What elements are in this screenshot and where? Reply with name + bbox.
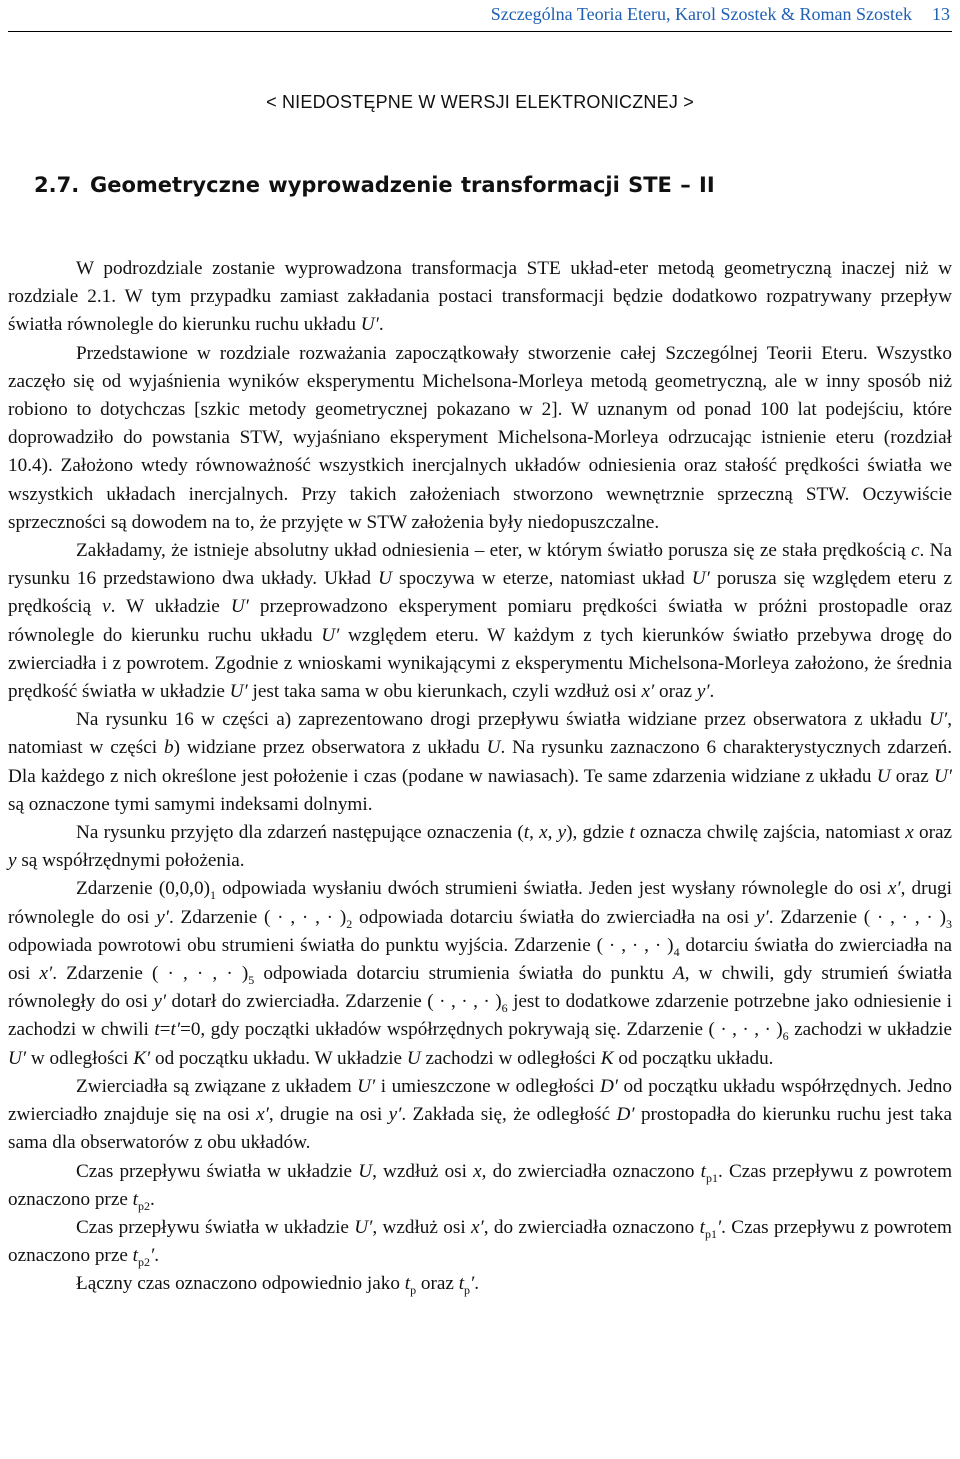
text-run: , do zwierciadła oznaczono bbox=[481, 1160, 701, 1182]
paragraph bbox=[8, 1214, 952, 1270]
math-symbol: ′ bbox=[716, 1216, 722, 1238]
text-run: oznacza chwilę zajścia, natomiast bbox=[634, 822, 906, 844]
math-symbol: U′ bbox=[933, 765, 952, 787]
text-run: Na rysunku przyjęto dla zdarzeń następujące oznaczenia ( bbox=[76, 822, 524, 844]
math-symbol: U′ bbox=[321, 624, 340, 646]
math-symbol: U bbox=[406, 1047, 421, 1069]
text-run: , bbox=[547, 822, 558, 844]
subscript: 6 bbox=[501, 1001, 508, 1016]
math-symbol: t bbox=[132, 1188, 138, 1210]
text-run: oraz bbox=[890, 765, 934, 787]
text-run: Na rysunku 16 w części a) zaprezentowano drogi przepływu światła widziane przez obserwatora z układu bbox=[76, 709, 930, 731]
section-number: 2.7. bbox=[34, 173, 80, 197]
math-symbol: U′ bbox=[8, 1047, 27, 1069]
text-run: są oznaczone tymi samymi indeksami dolnymi. bbox=[8, 793, 373, 815]
text-run: , do zwierciadła oznaczono bbox=[483, 1216, 700, 1238]
text-run: . bbox=[709, 681, 715, 703]
text-run: Zdarzenie (0,0,0) bbox=[76, 878, 210, 900]
text-run: odpowiada wysłaniu dwóch strumieni światła. Jeden jest wysłany równolegle do osi bbox=[215, 878, 888, 900]
math-symbol: t bbox=[154, 1019, 160, 1041]
math-symbol: ′ bbox=[150, 1245, 155, 1267]
math-symbol: K bbox=[600, 1047, 614, 1069]
text-run: jest to dodatkowe zdarzenie potrzebne jako odniesienie i zachodzi w chwili bbox=[8, 991, 952, 1041]
math-symbol: t bbox=[523, 822, 530, 844]
text-run: odpowiada dotarciu strumienia światła do punktu bbox=[254, 963, 673, 985]
subscript: p1 bbox=[704, 1226, 717, 1241]
math-symbol: t bbox=[132, 1245, 138, 1267]
math-symbol: U′ bbox=[360, 314, 379, 336]
subscript: 3 bbox=[945, 916, 952, 931]
math-symbol: D′ bbox=[599, 1075, 619, 1097]
math-symbol: U′ bbox=[929, 709, 948, 731]
math-symbol: t bbox=[700, 1160, 707, 1182]
paragraph bbox=[8, 537, 952, 706]
text-run: oraz bbox=[913, 822, 952, 844]
text-run: . Zdarzenie ( · , · , · ) bbox=[52, 963, 249, 985]
text-run: porusza się względem eteru z prędkością bbox=[8, 568, 952, 618]
text-run: . Czas przepływu z powrotem oznaczono prze bbox=[8, 1160, 952, 1210]
math-symbol: U bbox=[378, 568, 392, 590]
text-run: . bbox=[150, 1188, 155, 1210]
body-text bbox=[8, 255, 952, 1299]
math-symbol: y′ bbox=[696, 681, 710, 703]
subscript: p bbox=[410, 1283, 417, 1298]
subscript: p2 bbox=[138, 1198, 150, 1213]
header-title: Szczególna Teoria Eteru, Karol Szostek & Roman Szostek bbox=[490, 4, 912, 24]
math-symbol: x′ bbox=[641, 681, 655, 703]
math-symbol: U bbox=[358, 1160, 373, 1182]
math-symbol: D′ bbox=[616, 1104, 635, 1126]
text-run: są współrzędnymi położenia. bbox=[16, 850, 245, 872]
text-run: . Zdarzenie ( · , · , · ) bbox=[768, 906, 946, 928]
text-run: dotarciu światła do zwierciadła na osi bbox=[8, 934, 952, 985]
paragraph bbox=[8, 1270, 952, 1298]
math-symbol: U bbox=[486, 737, 501, 759]
math-symbol: b bbox=[164, 737, 174, 759]
subscript: 6 bbox=[782, 1029, 789, 1044]
text-run: prostopadła do kierunku ruchu jest taka sama dla obserwatorów z obu układów. bbox=[8, 1104, 952, 1154]
text-run: . Na rysunku zaznaczono 6 charakterystycznych zdarzeń. Dla każdego z nich określone jest położenie i czas (podane w nawiasach). Te same zdarzenia widziane z układu bbox=[8, 737, 953, 787]
math-symbol: K′ bbox=[133, 1047, 151, 1069]
math-symbol: x bbox=[539, 822, 548, 844]
page-number: 13 bbox=[932, 4, 950, 24]
paragraph bbox=[8, 1158, 952, 1214]
subscript: p1 bbox=[706, 1170, 719, 1185]
text-run: Przedstawione w rozdziale rozważania zapoczątkowały stworzenie całej Szczególnej Teorii Eteru. Wszystko zaczęło się od wyjaśnienia wyników eksperymentu Michelsona-Morleya metodą geometryczną, ale w inny sposób niż robiono to dotychczas [szkic metody geometrycznej pokazano w 2]. W uznanym od ponad 100 lat podejściu, które doprowadziło do powstania STW, wyjaśniano eksperyment Michelsona-Morleya odrzucając istnienie eteru (rozdział 10.4). Założono wtedy równoważność wszystkich inercjalnych układów odniesienia oraz stałość prędkości światła we wszystkich układach inercjalnych. Przy takich założeniach stworzono wewnętrznie sprzeczną STW. Oczywiście sprzeczności są dowodem na to, że przyjęte w STW założenia były niedopuszczalne. bbox=[8, 342, 952, 533]
text-run: ), gdzie bbox=[566, 822, 630, 844]
text-run: , drugi równolegle do osi bbox=[8, 878, 952, 928]
text-run: . bbox=[474, 1273, 480, 1295]
math-symbol: x bbox=[473, 1160, 482, 1182]
math-symbol: t bbox=[629, 822, 635, 844]
math-symbol: y bbox=[557, 822, 567, 844]
math-symbol: x′ bbox=[256, 1104, 269, 1126]
math-symbol: U′ bbox=[230, 596, 249, 618]
text-run: W podrozdziale zostanie wyprowadzona transformacja STE układ-eter metodą geometryczną inaczej niż w rozdziale 2.1. W tym przypadku zamiast zakładania postaci transformacji będzie dodatkowo rozpatrywany przepływ światła równolegle do kierunku ruchu układu bbox=[8, 258, 952, 336]
paragraph bbox=[8, 706, 952, 819]
math-symbol: ′ bbox=[470, 1273, 475, 1295]
math-symbol: U′ bbox=[229, 681, 248, 703]
math-symbol: x′ bbox=[39, 963, 53, 985]
text-run: przeprowadzono eksperyment pomiaru prędkości światła w próżni prostopadle oraz równolegle do kierunku ruchu układu bbox=[8, 596, 952, 646]
text-run: oraz bbox=[416, 1273, 459, 1295]
text-run: zachodzi w układzie bbox=[788, 1019, 953, 1041]
subscript: 4 bbox=[673, 944, 680, 959]
text-run: , natomiast w części bbox=[8, 709, 952, 759]
text-run: i umieszczone w odległości bbox=[375, 1075, 600, 1097]
unavailable-notice: < NIEDOSTĘPNE W WERSJI ELEKTRONICZNEJ > bbox=[266, 92, 694, 112]
text-run: . bbox=[378, 314, 384, 336]
math-symbol: t bbox=[699, 1216, 705, 1238]
math-symbol: t bbox=[404, 1273, 411, 1295]
paragraph bbox=[8, 255, 952, 340]
text-run: , w chwili, gdy strumień światła równoległy do osi bbox=[8, 963, 952, 1013]
subscript: 1 bbox=[209, 888, 216, 903]
text-run: w odległości bbox=[26, 1047, 134, 1069]
text-run: , bbox=[529, 822, 540, 844]
text-run: jest taka sama w obu kierunkach, czyli wzdłuż osi bbox=[247, 681, 642, 703]
math-symbol: U bbox=[876, 765, 891, 787]
text-run: odpowiada dotarciu światła do zwierciadła na osi bbox=[352, 906, 756, 928]
text-run: od początku układu współrzędnych. Jedno zwierciadło znajduje się na osi bbox=[8, 1075, 952, 1126]
paragraph bbox=[8, 1073, 952, 1158]
text-run: . Zakłada się, że odległość bbox=[401, 1104, 617, 1126]
text-run: Czas przepływu światła w układzie bbox=[76, 1216, 355, 1238]
text-run: . bbox=[154, 1245, 159, 1267]
text-run: względem eteru. W każdym z tych kierunków światło przebywa drogę do zwierciadła i z powrotem. Zgodnie z wnioskami wynikającymi z eksperymentu Michelsona-Morleya założono, że średnia prędkość światła w układzie bbox=[8, 624, 952, 703]
text-run: od początku układu. W układzie bbox=[150, 1047, 407, 1069]
math-symbol: y′ bbox=[156, 906, 169, 928]
math-symbol: y′ bbox=[153, 991, 167, 1013]
math-symbol: t′ bbox=[170, 1019, 181, 1041]
text-run: oraz bbox=[654, 681, 697, 703]
text-run: Zwierciadła są związane z układem bbox=[76, 1075, 358, 1097]
text-run: , drugie na osi bbox=[268, 1104, 389, 1126]
text-run: =0, gdy początki układów współrzędnych pokrywają się. Zdarzenie ( · , · , · ) bbox=[180, 1019, 783, 1041]
subscript: p2 bbox=[138, 1254, 150, 1269]
text-run: od początku układu. bbox=[613, 1047, 774, 1069]
paragraph bbox=[8, 875, 952, 1072]
math-symbol: y′ bbox=[755, 906, 769, 928]
text-run: ) widziane przez obserwatora z układu bbox=[173, 737, 487, 759]
math-symbol: c bbox=[911, 540, 920, 562]
subscript: p bbox=[464, 1283, 471, 1298]
text-run: Łączny czas oznaczono odpowiednio jako bbox=[76, 1273, 405, 1295]
text-run: . Zdarzenie ( · , · , · ) bbox=[168, 906, 347, 928]
section-title: Geometryczne wyprowadzenie transformacji STE – II bbox=[90, 173, 715, 197]
text-run: dotarł do zwierciadła. Zdarzenie ( · , · , · ) bbox=[166, 991, 502, 1013]
math-symbol: x′ bbox=[471, 1216, 484, 1238]
math-symbol: y′ bbox=[388, 1104, 402, 1126]
math-symbol: U′ bbox=[357, 1075, 376, 1097]
text-run: zachodzi w odległości bbox=[420, 1047, 601, 1069]
math-symbol: t bbox=[458, 1273, 465, 1295]
math-symbol: U′ bbox=[354, 1216, 373, 1238]
subscript: 2 bbox=[346, 916, 353, 931]
math-symbol: U′ bbox=[691, 568, 710, 590]
math-symbol: y bbox=[8, 850, 17, 872]
text-run: . Na rysunku 16 przedstawiono dwa układy. Układ bbox=[8, 540, 952, 590]
paragraph bbox=[8, 340, 952, 537]
text-run: = bbox=[159, 1019, 171, 1041]
text-run: , wzdłuż osi bbox=[372, 1160, 474, 1182]
paragraph bbox=[8, 819, 952, 875]
subscript: 5 bbox=[248, 972, 255, 987]
section-heading bbox=[34, 173, 715, 197]
text-run: Zakładamy, że istnieje absolutny układ odniesienia – eter, w którym światło porusza się ze stała prędkością bbox=[76, 540, 911, 562]
text-run: . Czas przepływu z powrotem oznaczono prze bbox=[8, 1216, 952, 1267]
text-run: odpowiada powrotowi obu strumieni światła do punktu wyjścia. Zdarzenie ( · , · , · ) bbox=[8, 934, 674, 956]
text-run: . W układzie bbox=[110, 596, 231, 618]
math-symbol: v bbox=[102, 596, 111, 618]
text-run: spoczywa w eterze, natomiast układ bbox=[391, 568, 692, 590]
running-header bbox=[8, 0, 952, 32]
math-symbol: A bbox=[672, 963, 685, 985]
text-run: Czas przepływu światła w układzie bbox=[76, 1160, 359, 1182]
text-run: , wzdłuż osi bbox=[372, 1216, 472, 1238]
math-symbol: x′ bbox=[887, 878, 901, 900]
math-symbol: x bbox=[905, 822, 914, 844]
